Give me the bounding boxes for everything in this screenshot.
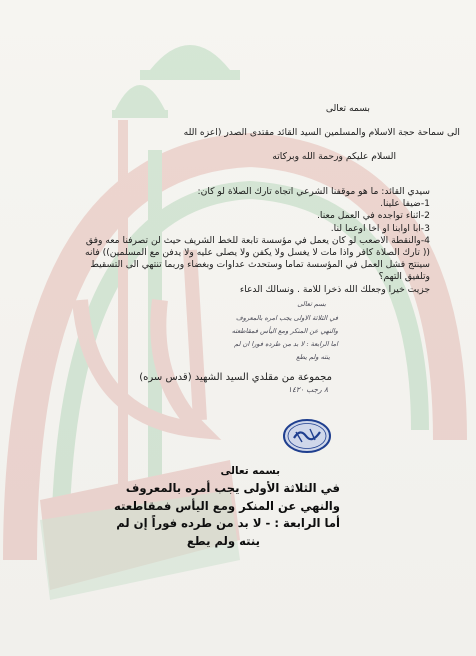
handwritten-date: ٨ رجب ١٤٢٠ [288,385,328,394]
signature-line: مجموعة من مقلدي السيد الشهيد (قدس سره) [139,372,332,383]
handwritten-line: والنهي عن المنكر ومع اليأس فمقاطعته [231,327,338,335]
question-line: وتلفيق التهم؟ [378,271,430,283]
reply-line: ينته ولم يطع [186,533,260,548]
reply-line: بسمه تعالى [220,465,280,477]
seal-stamp [282,418,332,454]
reply-block [10,463,340,550]
reply-line: والنهي عن المنكر ومع اليأس فمقاطعته [114,498,340,513]
question-line: 3-ابا اوابنا او اخا اوعما لنا. [330,222,430,234]
question-line: 4-والنقطة الاصعب لو كان يعمل في مؤسسة تابعة للخط الشريف حيث لن تصرفنا معه وفق [85,234,430,246]
question-line: (( تارك الصلاة كافر واذا مات لا يغسل ولا يكفن ولا يصلى عليه ولا يدفن مع المسلمين)) فانه [85,247,430,259]
question-line: 1-ضيفا علينا. [380,198,430,210]
question-line: 2-اثناء تواجده في العمل معنا. [317,210,430,222]
question-line: سينتج فشل العمل في المؤسسة تماما وستحدث عداوات وبغضاء وربما تنتهي الى التسقيط [90,259,430,271]
handwritten-line: اما الرابعة : لا بد من طرده فورا ان لم [234,340,338,348]
handwritten-line: ينته ولم يطع [296,353,330,361]
addressee-line: الى سماحة حجة الاسلام والمسلمين السيد القائد مقتدى الصدر (اعزه الله [183,127,460,138]
question-block [30,186,430,296]
greeting-line: السلام عليكم ورحمة الله وبركاته [272,151,396,162]
handwritten-line: في الثلاثة الاولى يجب امره بالمعروف [235,314,338,322]
question-line: سيدي القائد: ما هو موقفنا الشرعي اتجاه تارك الصلاة لو كان: [197,186,430,197]
opening-line: بسمه تعالى [325,103,370,114]
reply-line: أما الرابعة : - لا بد من طرده فوراً إن لم [116,516,340,531]
question-line: جزيت خيرا وجعلك الله ذخرا للامة . ونسالك الدعاء [239,283,430,295]
handwritten-line: بسم تعالى [297,300,326,308]
reply-line: في الثلاثة الأولى يجب أمره بالمعروف [125,481,340,496]
